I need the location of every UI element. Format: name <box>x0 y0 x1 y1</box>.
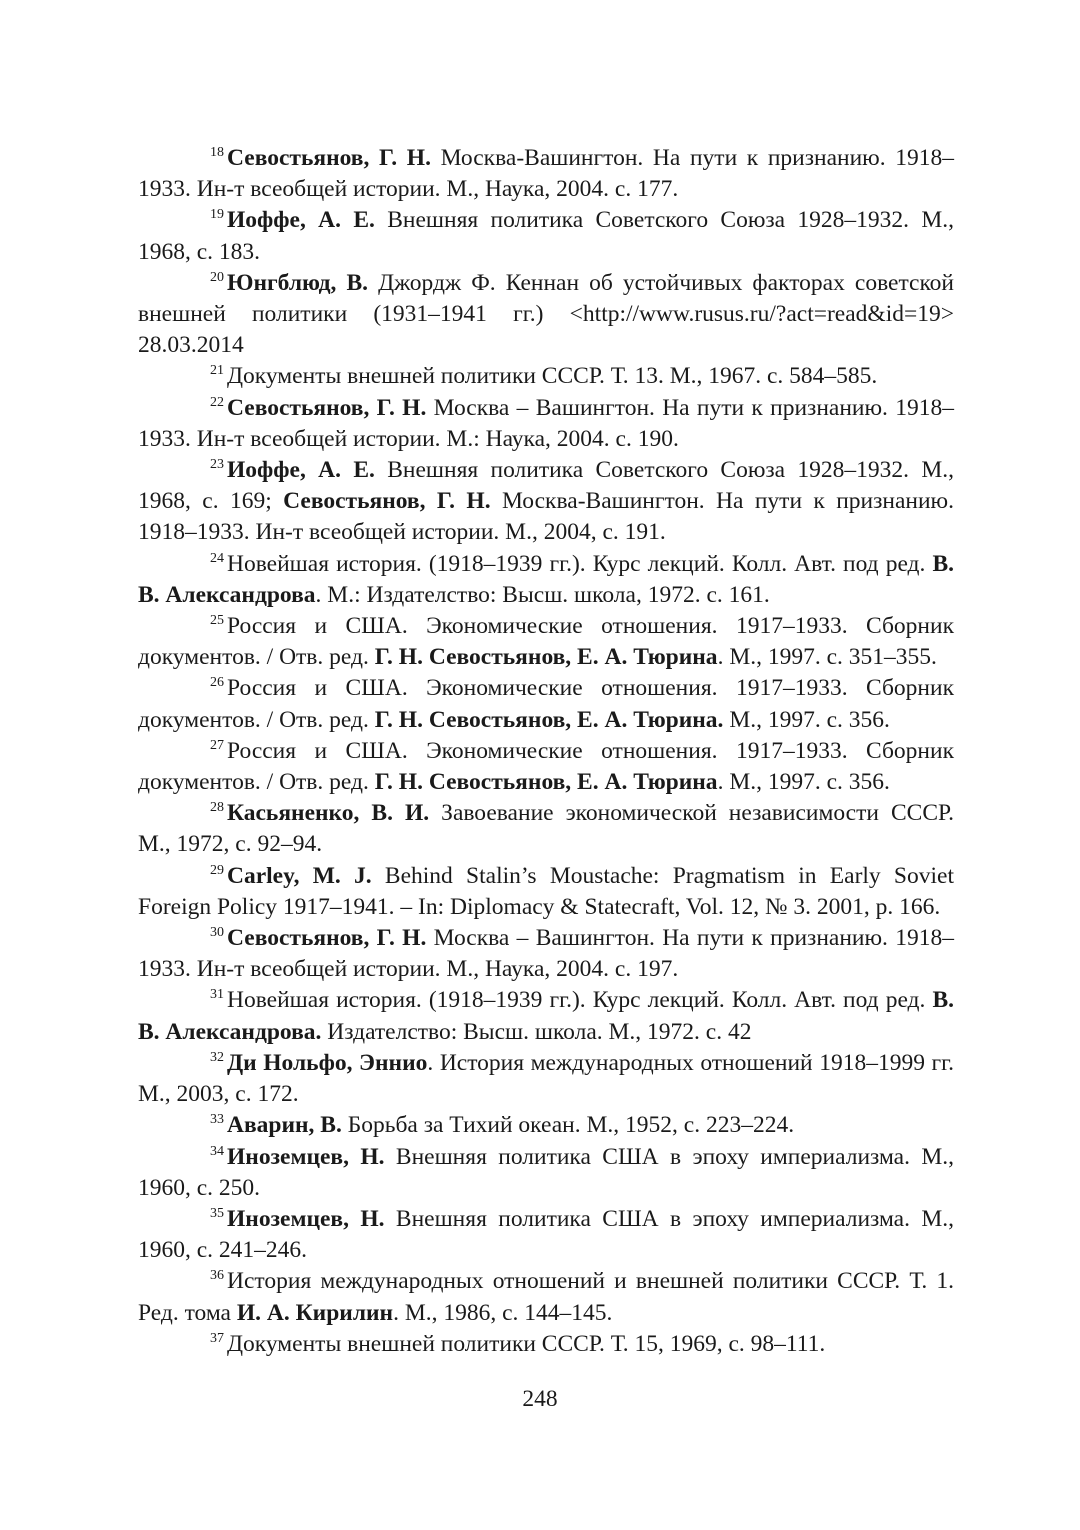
footnote-author: Севостьянов, Г. Н. <box>227 925 427 952</box>
footnote-author: Г. Н. Севостьянов, Е. А. Тюрина <box>374 644 718 671</box>
footnote-author: И. А. Кирилин <box>236 1299 394 1326</box>
footnote <box>138 268 954 362</box>
footnote <box>138 205 954 267</box>
footnote-number: 24 <box>210 550 224 566</box>
footnote <box>138 393 954 455</box>
footnote <box>138 1204 954 1266</box>
footnote-author: Г. Н. Севостьянов, Е. А. Тюрина <box>374 769 718 796</box>
footnote <box>138 549 954 611</box>
footnote-number: 31 <box>210 987 224 1003</box>
footnote-text: Behind Stalin’s Moustache: Pragmatism in Early Soviet Foreign Policy 1917–1941. – In: Diplomacy & Statecraft, Vol. 12, № 3. 2001, p. 166. <box>138 862 954 920</box>
footnote-text: Россия и США. Экономические отношения. 1917–1933. Сборник документов. / Отв. ред. <box>138 613 954 671</box>
footnote-text: Документы внешней политики СССР. Т. 13. М., 1967. с. 584–585. <box>227 363 878 390</box>
footnote-text: Борьба за Тихий океан. М., 1952, с. 223–224. <box>341 1112 795 1139</box>
footnote-number: 37 <box>210 1330 224 1346</box>
footnote-text: Москва-Вашингтон. На пути к признанию. 1918–1933. Ин-т всеобщей истории. М., Наука, 2004. с. 177. <box>138 145 954 203</box>
footnote-author: Касьяненко, В. И. <box>227 800 430 827</box>
footnote-number: 21 <box>210 363 224 379</box>
footnote-author: Ди Нольфо, Эннио <box>227 1049 428 1076</box>
footnote <box>138 673 954 735</box>
footnote-text: Внешняя политика Советского Союза 1928–1932. М., 1968, с. 169; <box>138 457 955 515</box>
footnote-text: Джордж Ф. Кеннан об устойчивых факторах советской внешней политики (1931–1941 гг.) <http://www.rusus.ru/?act=read&id=19> 28.03.2014 <box>138 269 955 359</box>
footnote-author: Севостьянов, Г. Н. <box>227 394 427 421</box>
footnote <box>138 923 954 985</box>
footnote-number: 28 <box>210 800 224 816</box>
footnote <box>138 1266 954 1328</box>
footnote-text: Внешняя политика США в эпоху империализма. М., 1960, с. 241–246. <box>138 1205 955 1264</box>
footnote-number: 22 <box>210 394 224 410</box>
footnote-number: 19 <box>210 207 224 223</box>
footnote-number: 33 <box>210 1112 224 1128</box>
footnote-number: 30 <box>210 925 224 941</box>
footnote-text: Россия и США. Экономические отношения. 1917–1933. Сборник документов. / Отв. ред. <box>138 675 954 733</box>
footnote-text: Документы внешней политики СССР. Т. 15, 1969, с. 98–111. <box>227 1330 826 1357</box>
footnote <box>138 611 954 673</box>
footnote-number: 23 <box>210 457 224 473</box>
footnote-text: . М., 1997. с. 356. <box>717 769 890 796</box>
footnote-author: Г. Н. Севостьянов, Е. А. Тюрина. <box>374 706 724 733</box>
footnote-author: В. В. Александрова. <box>138 987 954 1045</box>
footnote-number: 35 <box>210 1205 224 1221</box>
footnote-text: История международных отношений и внешней политики СССР. Т. 1. Ред. тома <box>138 1268 954 1326</box>
footnote-text: М., 1997. с. 356. <box>723 706 890 733</box>
footnotes-block <box>138 143 954 1360</box>
footnote <box>138 1110 954 1141</box>
footnote-text: . М., 1986, с. 144–145. <box>393 1299 613 1326</box>
footnote <box>138 1048 954 1110</box>
footnote <box>138 143 954 205</box>
footnote-author: Carley, M. J. <box>227 862 372 889</box>
footnote-text: . М.: Издателство: Высш. школа, 1972. с. 161. <box>315 581 770 608</box>
page-number: 248 <box>522 1386 558 1412</box>
footnote <box>138 455 954 549</box>
footnote-number: 36 <box>210 1268 224 1284</box>
footnote <box>138 361 954 392</box>
footnote-number: 18 <box>210 145 224 160</box>
footnote-author: Юнгблюд, В. <box>227 269 369 296</box>
footnote-text: Внешняя политика Советского Союза 1928–1932. М., 1968, с. 183. <box>138 207 955 265</box>
footnote-author: Севостьянов, Г. Н. <box>283 488 491 515</box>
footnote-text: Москва-Вашингтон. На пути к признанию. 1918–1933. Ин-т всеобщей истории. М., 2004, с. 191. <box>138 488 954 546</box>
footnote-text: Завоевание экономической независимости СССР. М., 1972, с. 92–94. <box>138 800 955 858</box>
footnote-author: Иоффе, А. Е. <box>227 207 375 234</box>
footnote-text: Россия и США. Экономические отношения. 1917–1933. Сборник документов. / Отв. ред. <box>138 737 954 796</box>
footnote-text: . М., 1997. с. 351–355. <box>717 644 937 671</box>
footnote-text: Внешняя политика США в эпоху империализма. М., 1960, с. 250. <box>138 1143 955 1201</box>
footnote-number: 20 <box>210 269 224 285</box>
footnote-author: Аварин, В. <box>227 1112 342 1139</box>
footnote-text: Издателство: Высш. школа. М., 1972. с. 42 <box>321 1018 752 1045</box>
footnote-number: 25 <box>210 613 224 629</box>
footnote <box>138 985 954 1047</box>
footnote <box>138 1142 954 1204</box>
footnote <box>138 736 954 798</box>
footnote-number: 34 <box>210 1143 224 1159</box>
footnote-text: Новейшая история. (1918–1939 гг.). Курс лекций. Колл. Авт. под ред. <box>227 987 933 1014</box>
footnote-author: Иноземцев, Н. <box>227 1143 385 1170</box>
footnote <box>138 798 954 860</box>
footnote-author: Иноземцев, Н. <box>227 1205 385 1232</box>
footnote-number: 32 <box>210 1049 224 1065</box>
footnote-number: 26 <box>210 675 224 691</box>
footnote-text: Новейшая история. (1918–1939 гг.). Курс лекций. Колл. Авт. под ред. <box>227 550 933 577</box>
footnote-text: . История международных отношений 1918–1999 гг. М., 2003, с. 172. <box>138 1049 955 1108</box>
footnote-number: 27 <box>210 737 224 753</box>
footnote-author: Иоффе, А. Е. <box>227 457 375 484</box>
footnote-author: Севостьянов, Г. Н. <box>227 145 431 171</box>
footnote-author: В. В. Александрова <box>138 550 954 608</box>
footnote-number: 29 <box>210 862 224 878</box>
footnote <box>138 861 954 923</box>
footnote <box>138 1329 954 1360</box>
footnote-text: Москва – Вашингтон. На пути к признанию. 1918–1933. Ин-т всеобщей истории. М.: Наука, 2004. с. 190. <box>138 394 954 452</box>
footnote-text: Москва – Вашингтон. На пути к признанию. 1918–1933. Ин-т всеобщей истории. М., Наука, 2004. с. 197. <box>138 925 954 983</box>
